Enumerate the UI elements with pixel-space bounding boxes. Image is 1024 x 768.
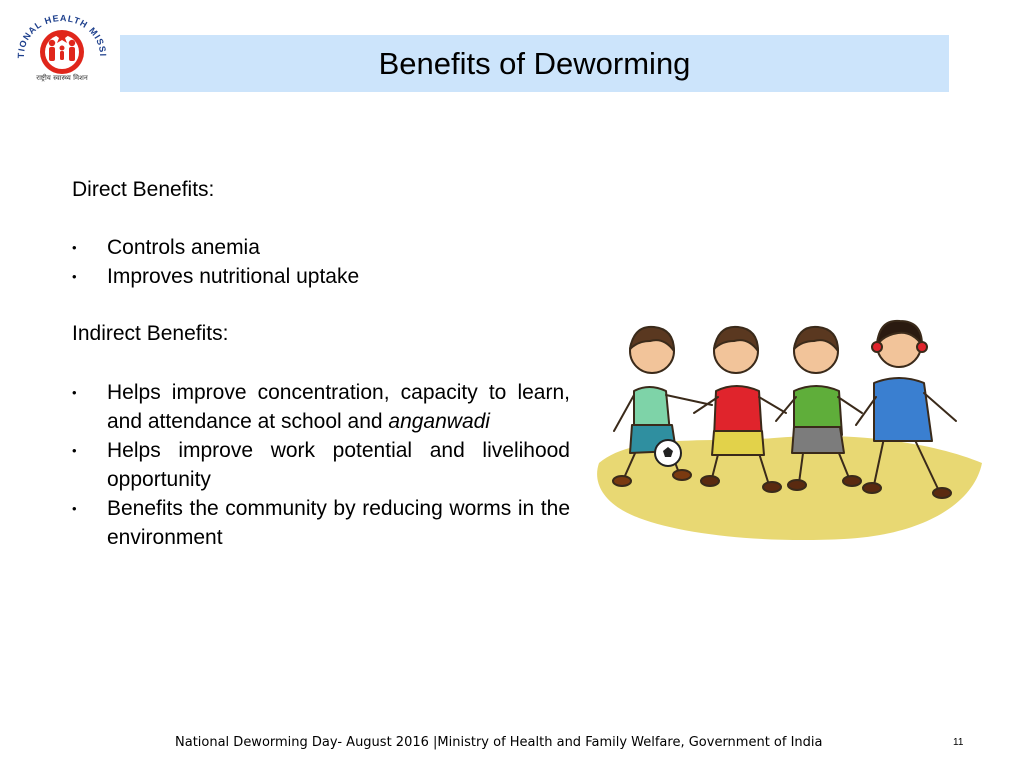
title-bar <box>120 35 949 92</box>
logo-ring-text: TIONAL HEALTH MISSI <box>15 12 109 59</box>
illustration-graphic <box>594 313 984 543</box>
list-item: • Improves nutritional uptake <box>72 262 359 291</box>
slide-number: 11 <box>953 737 964 748</box>
slide-title: Benefits of Deworming <box>378 45 691 81</box>
list-item-emphasis: anganwadi <box>388 410 490 433</box>
children-playing-football-icon <box>594 313 984 543</box>
indirect-benefits-list <box>72 378 570 552</box>
football-icon <box>655 440 681 466</box>
nhm-logo <box>14 10 110 82</box>
list-item: • Controls anemia <box>72 233 359 262</box>
list-item <box>72 378 570 436</box>
list-item <box>72 436 570 494</box>
direct-benefits-list <box>72 233 359 291</box>
list-item-text: Helps improve work potential and livelihood opportunity <box>107 439 570 491</box>
footer-text: National Deworming Day- August 2016 |Ministry of Health and Family Welfare, Government of India <box>175 735 823 750</box>
logo-tagline: राष्ट्रीय स्वास्थ्य मिशन <box>36 74 88 82</box>
nhm-logo-graphic <box>14 10 110 82</box>
indirect-benefits-heading: Indirect Benefits: <box>72 322 229 345</box>
list-item <box>72 494 570 552</box>
list-item-text: Helps improve concentration, capacity to learn, and attendance at school and <box>107 381 570 433</box>
direct-benefits-heading: Direct Benefits: <box>72 178 215 201</box>
list-item-text: Benefits the community by reducing worms in the environment <box>107 497 570 549</box>
